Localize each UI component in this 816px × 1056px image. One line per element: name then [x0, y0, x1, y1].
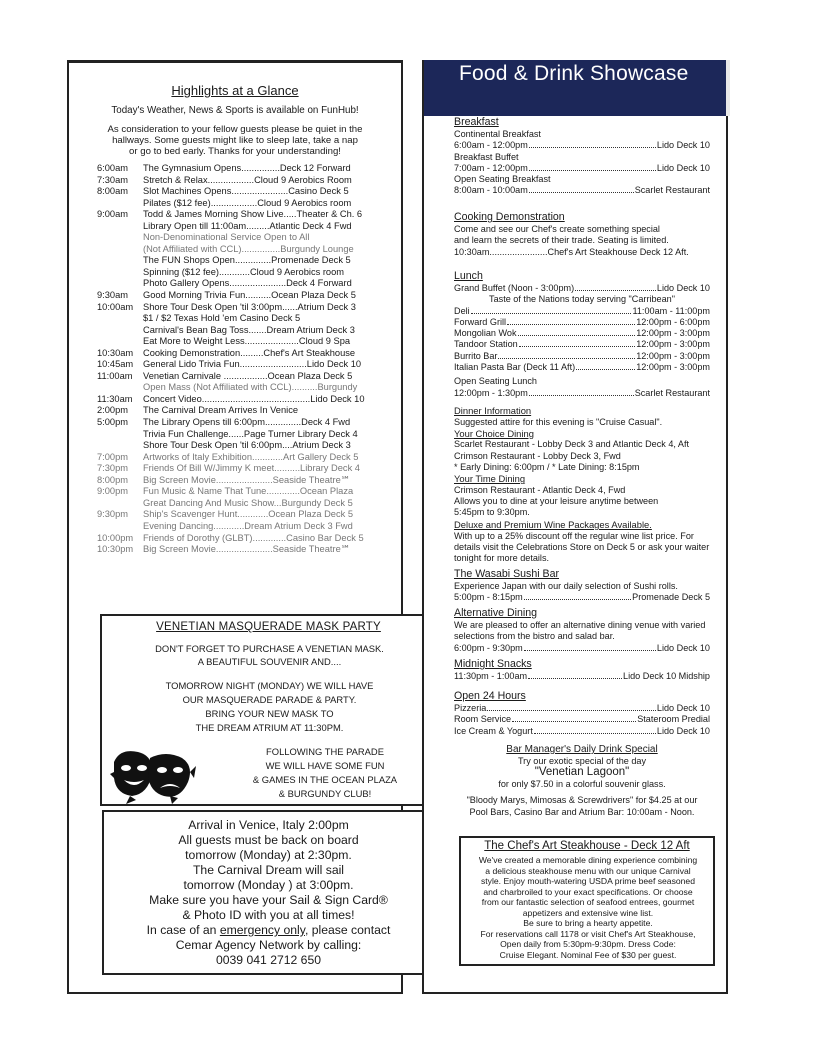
lunch-item-name: Tandoor Station: [454, 339, 518, 350]
schedule-time: [97, 521, 143, 533]
lunch-item-row: [454, 317, 710, 328]
masquerade-line: FOLLOWING THE PARADE: [266, 746, 384, 757]
steakhouse-line: For reservations call 1178 or visit Chef's Art Steakhouse,: [480, 928, 696, 939]
schedule-event: Ship's Scavenger Hunt............Ocean Plaza Deck 5: [143, 509, 354, 520]
cooking-line: Come and see our Chef's create something special: [454, 224, 660, 234]
schedule-row: [97, 394, 373, 406]
arrival-line: All guests must be back on board: [178, 833, 359, 847]
schedule-event: Big Screen Movie......................Seaside Theatre℠: [143, 544, 351, 555]
theater-masks-icon: [110, 744, 196, 804]
schedule-time: 5:00pm: [97, 417, 129, 428]
schedule-time: 10:00am: [97, 301, 134, 312]
agency-line: Cemar Agency Network by calling:: [175, 938, 362, 952]
open-lunch-location: Scarlet Restaurant: [634, 387, 710, 398]
masquerade-line: DON'T FORGET TO PURCHASE A VENETIAN MASK.: [155, 643, 384, 654]
lunch-item-time: 12:00pm - 3:00pm: [636, 350, 710, 361]
wine-heading: Deluxe and Premium Wine Packages Available.: [454, 519, 652, 530]
schedule-event: Big Screen Movie......................Seaside Theatre℠: [143, 474, 351, 485]
schedule-time: [97, 498, 143, 510]
open24-item-row: [454, 714, 710, 725]
alternative-section: [454, 607, 710, 654]
masquerade-line: & BURGUNDY CLUB!: [278, 788, 372, 799]
emergency-emphasis: emergency only: [219, 923, 305, 937]
schedule-row: [97, 336, 373, 348]
lunch-item-name: Burrito Bar: [454, 350, 498, 361]
highlights-title: Highlights at a Glance: [171, 83, 299, 98]
schedule-time: [97, 440, 143, 452]
bar-manager-line: for only $7.50 in a colorful souvenir glass.: [498, 778, 666, 789]
agency-phone: 0039 041 2712 650: [215, 953, 322, 967]
schedule-row: [97, 290, 373, 302]
schedule-event: Slot Machines Opens......................Casino Deck 5: [143, 186, 349, 197]
open24-items: [454, 703, 710, 737]
open24-item-row: [454, 726, 710, 737]
open-lunch-time: 12:00pm - 1:30pm: [454, 387, 528, 398]
schedule-time: 9:00am: [97, 209, 129, 220]
schedule-event: Eat More to Weight Less.....................Cloud 9 Spa: [143, 336, 351, 347]
open-breakfast-row: [454, 185, 710, 196]
schedule-event: Photo Gallery Opens......................Deck 4 Forward: [143, 278, 352, 289]
schedule-event: Spinning ($12 fee)............Cloud 9 Aerobics room: [143, 266, 345, 277]
schedule-time: 6:00am: [97, 163, 129, 173]
schedule-event: Evening Dancing............Dream Atrium Deck 3 Fwd: [143, 520, 353, 531]
bar-manager-heading: Bar Manager's Daily Drink Special: [506, 744, 658, 755]
schedule-row: [97, 221, 373, 233]
lunch-item-time: 12:00pm - 3:00pm: [636, 339, 710, 350]
alternative-line: We are pleased to offer an alternative dining venue with varied: [454, 620, 706, 630]
schedule-event: The Gymnasium Opens...............Deck 12 Forward: [143, 163, 351, 173]
lunch-item-row: [454, 306, 710, 317]
grand-buffet-label: Grand Buffet (Noon - 3:00pm): [454, 283, 575, 293]
open-breakfast-location: Scarlet Restaurant: [634, 185, 710, 196]
schedule-event: Venetian Carnivale .................Ocean Plaza Deck 5: [143, 370, 353, 381]
open24-item-location: Lido Deck 10: [656, 725, 710, 736]
alternative-location: Lido Deck 10: [656, 642, 710, 653]
schedule-row: [97, 533, 373, 545]
bar-manager-line: "Bloody Marys, Mimosas & Screwdrivers" for $4.25 at our: [466, 795, 698, 805]
schedule-row: [97, 255, 373, 267]
steakhouse-line: appetizers and extensive wine list.: [522, 907, 654, 918]
schedule-row: [97, 232, 373, 244]
schedule-event: The FUN Shops Open..............Promenade Deck 5: [143, 255, 351, 266]
buffet-time: 7:00am - 12:00pm: [454, 162, 528, 173]
schedule-time: 10:30pm: [97, 544, 134, 555]
masquerade-box: [100, 614, 437, 806]
wine-line: tonight for more details.: [454, 553, 550, 564]
schedule-event: Carnival's Bean Bag Toss.......Dream Atrium Deck 3: [143, 324, 355, 335]
steakhouse-line: style. Enjoy mouth-watering USDA prime beef seasoned: [481, 876, 695, 886]
lunch-item-time: 12:00pm - 3:00pm: [636, 362, 710, 373]
consideration-line: hallways. Some guests might like to sleep late, take a nap: [112, 135, 358, 146]
schedule-event: $1 / $2 Texas Hold 'em Casino Deck 5: [143, 313, 301, 324]
schedule-time: [97, 255, 143, 267]
open-lunch-label: Open Seating Lunch: [454, 376, 537, 387]
schedule-row: [97, 486, 373, 498]
masquerade-line: TOMORROW NIGHT (MONDAY) WE WILL HAVE: [165, 680, 374, 691]
your-choice-line: Crimson Restaurant - Lobby Deck 3, Fwd: [454, 450, 621, 461]
schedule-row: [97, 452, 373, 464]
open24-item-name: Pizzeria: [454, 703, 487, 713]
arrival-line: tomorrow (Monday) at 2:30pm.: [185, 848, 352, 862]
schedule-event: Friends of Dorothy (GLBT).............Casino Bar Deck 5: [143, 532, 364, 543]
schedule-time: 2:00pm: [97, 405, 129, 416]
drink-special-name: "Venetian Lagoon": [534, 766, 630, 778]
arrival-line: Arrival in Venice, Italy 2:00pm: [188, 818, 349, 832]
schedule-time: [97, 267, 143, 279]
lunch-item-name: Forward Grill: [454, 316, 507, 327]
schedule-event: The Carnival Dream Arrives In Venice: [143, 405, 299, 416]
open24-section: [454, 690, 710, 737]
schedule-row: [97, 267, 373, 279]
sushi-time: 5:00pm - 8:15pm: [454, 592, 523, 603]
open-breakfast-time: 8:00am - 10:00am: [454, 185, 528, 196]
food-drink-banner: [424, 60, 726, 116]
your-choice-line: Scarlet Restaurant - Lobby Deck 3 and Atlantic Deck 4, Aft: [454, 439, 690, 450]
lunch-item-row: [454, 328, 710, 339]
midnight-time: 11:30pm - 1:00am: [454, 671, 528, 681]
schedule-row: [97, 371, 373, 383]
schedule-time: [97, 232, 143, 244]
schedule-row: [97, 198, 373, 210]
schedule-time: 8:00pm: [97, 474, 129, 485]
buffet-location: Lido Deck 10: [656, 162, 710, 173]
alternative-time: 6:00pm - 9:30pm: [454, 642, 523, 653]
schedule-event: Good Morning Trivia Fun..........Ocean Plaza Deck 5: [143, 290, 356, 301]
your-choice-line: * Early Dining: 6:00pm / * Late Dining: 8:15pm: [454, 461, 640, 472]
steakhouse-line: Be sure to bring a hearty appetite.: [523, 918, 653, 928]
arrival-line: Make sure you have your Sail & Sign Card®: [149, 893, 388, 907]
schedule-row: [97, 209, 373, 221]
schedule-event: Pilates ($12 fee)..................Cloud 9 Aerobics room: [143, 197, 352, 208]
alternative-row: [454, 643, 710, 654]
lunch-item-name: Deli: [454, 305, 470, 316]
schedule-event: General Lido Trivia Fun..........................Lido Deck 10: [143, 359, 362, 370]
schedule-time: 9:30pm: [97, 509, 129, 520]
schedule-time: 9:30am: [97, 290, 129, 301]
schedule-event: Shore Tour Desk Open 'til 6:00pm....Atrium Deck 3: [143, 440, 351, 451]
midnight-heading: Midnight Snacks: [454, 658, 532, 670]
cooking-heading: Cooking Demonstration: [454, 211, 565, 223]
lunch-item-name: Italian Pasta Bar (Deck 11 Aft): [454, 362, 576, 373]
schedule-row: [97, 440, 373, 452]
schedule-event: Friends Of Bill W/Jimmy K meet..........Library Deck 4: [143, 463, 360, 474]
midnight-location: Lido Deck 10 Midship: [623, 671, 710, 681]
dinner-section: [454, 405, 710, 519]
cooking-line: and learn the secrets of their trade. Seating is limited.: [454, 235, 669, 246]
steakhouse-line: Open daily from 5:30pm-9:30pm. Dress Code:: [500, 939, 676, 949]
dinner-heading: Dinner Information: [454, 405, 532, 416]
breakfast-heading: Breakfast: [454, 116, 499, 128]
grand-buffet-location: Lido Deck 10: [656, 283, 710, 293]
schedule-time: [97, 244, 143, 256]
schedule-time: [97, 198, 143, 210]
emergency-line: [104, 923, 433, 938]
schedule-time: 11:30am: [97, 393, 133, 404]
schedule-time: 7:30pm: [97, 463, 129, 474]
schedule-event: Trivia Fun Challenge......Page Turner Library Deck 4: [143, 428, 358, 439]
banner-edge-strip: [726, 60, 730, 116]
schedule-time: 9:00pm: [97, 486, 129, 497]
lunch-item-time: 12:00pm - 6:00pm: [636, 316, 710, 327]
schedule-event: (Not Affiliated with CCL)...............Burgundy Lounge: [143, 243, 354, 254]
arrival-line: The Carnival Dream will sail: [192, 863, 345, 877]
schedule-row: [97, 521, 373, 533]
schedule-row: [97, 359, 373, 371]
sushi-heading: The Wasabi Sushi Bar: [454, 568, 560, 580]
open24-item-location: Lido Deck 10: [656, 703, 710, 713]
bar-manager-section: [454, 744, 710, 818]
lunch-section: [454, 270, 710, 399]
your-time-line: 5:45pm to 9:30pm.: [454, 507, 530, 518]
midnight-section: [454, 658, 710, 682]
arrival-line: & Photo ID with you at all times!: [182, 908, 355, 922]
sushi-line: Experience Japan with our daily selection of Sushi rolls.: [454, 581, 678, 591]
lunch-item-time: 11:00am - 11:00pm: [632, 305, 710, 316]
schedule-event: The Library Opens till 6:00pm..............Deck 4 Fwd: [143, 417, 351, 428]
emergency-suffix: , please contact: [304, 923, 391, 937]
schedule-row: [97, 163, 373, 175]
your-choice-heading: Your Choice Dining: [454, 427, 534, 439]
bar-manager-line: Try our exotic special of the day: [517, 755, 647, 766]
open24-heading: Open 24 Hours: [454, 690, 526, 702]
continental-row: [454, 140, 710, 151]
grand-buffet-row: [454, 283, 710, 294]
masquerade-line: WE WILL HAVE SOME FUN: [265, 760, 385, 771]
wine-section: [454, 519, 710, 564]
open-breakfast-label: Open Seating Breakfast: [454, 174, 551, 185]
your-time-line: Crimson Restaurant - Atlantic Deck 4, Fwd: [454, 484, 626, 495]
continental-label: Continental Breakfast: [454, 129, 541, 139]
schedule-event: Stretch & Relax..................Cloud 9 Aerobics Room: [143, 174, 352, 185]
schedule-event: Concert Video..........................................Lido Deck 10: [143, 393, 365, 404]
masquerade-line: & GAMES IN THE OCEAN PLAZA: [252, 774, 398, 785]
your-time-heading: Your Time Dining: [454, 473, 526, 485]
your-time-line: Allows you to dine at your leisure anytime between: [454, 495, 659, 506]
alternative-heading: Alternative Dining: [454, 607, 538, 619]
schedule-time: 10:45am: [97, 359, 134, 370]
sushi-row: [454, 592, 710, 603]
lunch-items: [454, 306, 710, 374]
schedule-row: [97, 509, 373, 521]
steakhouse-body: [465, 855, 711, 960]
steakhouse-line: We've created a memorable dining experience combining: [478, 855, 698, 865]
steakhouse-line: and charbroiled to your exact specifications. Or choose: [483, 886, 693, 897]
open24-item-location: Stateroom Predial: [637, 714, 710, 725]
schedule-time: 8:00am: [97, 186, 129, 197]
schedule-event: Library Open till 11:00am.........Atlantic Deck 4 Fwd: [143, 220, 352, 231]
schedule-row: [97, 325, 373, 337]
breakfast-section: [454, 116, 710, 197]
arrival-line: tomorrow (Monday ) at 3:00pm.: [183, 878, 354, 892]
continental-location: Lido Deck 10: [656, 140, 710, 151]
schedule-row: [97, 278, 373, 290]
open24-item-name: Ice Cream & Yogurt: [454, 725, 533, 736]
cooking-line: 10:30am.......................Chef's Art Steakhouse Deck 12 Aft.: [454, 246, 689, 257]
wine-line: With up to a 25% discount off the regular wine list price. For: [454, 530, 694, 541]
banner-title: Food & Drink Showcase: [459, 62, 689, 85]
daily-schedule: [97, 163, 373, 556]
sushi-location: Promenade Deck 5: [632, 592, 710, 603]
schedule-time: [97, 313, 143, 325]
steakhouse-line: Cruise Elegant. Nominal Fee of $30 per guest.: [499, 949, 677, 960]
schedule-row: [97, 348, 373, 360]
lunch-item-row: [454, 351, 710, 362]
lunch-item-row: [454, 339, 710, 350]
arrival-box: [102, 810, 435, 975]
consideration-line: As consideration to your fellow guests please be quiet in the: [107, 124, 363, 135]
schedule-event: Great Dancing And Music Show...Burgundy Deck 5: [143, 497, 353, 508]
schedule-row: [97, 302, 373, 314]
schedule-time: 10:00pm: [97, 532, 134, 543]
open24-item-name: Room Service: [454, 714, 512, 725]
steakhouse-heading: The Chef's Art Steakhouse - Deck 12 Aft: [484, 840, 690, 852]
sushi-section: [454, 568, 710, 604]
schedule-row: [97, 313, 373, 325]
schedule-time: [97, 221, 143, 233]
schedule-row: [97, 186, 373, 198]
schedule-event: Todd & James Morning Show Live.....Theater & Ch. 6: [143, 209, 363, 220]
schedule-event: Cooking Demonstration.........Chef's Art Steakhouse: [143, 347, 356, 358]
schedule-time: 10:30am: [97, 347, 134, 358]
schedule-time: [97, 336, 143, 348]
schedule-time: 7:00pm: [97, 451, 129, 462]
consideration-line: or go to bed early. Thanks for your understanding!: [129, 146, 341, 157]
bar-manager-line: Pool Bars, Casino Bar and Atrium Bar: 10:00am - Noon.: [469, 806, 695, 817]
schedule-row: [97, 405, 373, 417]
schedule-event: Open Mass (Not Affiliated with CCL)..........Burgundy: [143, 382, 358, 393]
lunch-item-row: [454, 362, 710, 373]
schedule-row: [97, 244, 373, 256]
steakhouse-box: [459, 836, 715, 966]
schedule-time: 7:30am: [97, 174, 129, 185]
schedule-time: [97, 429, 143, 441]
masquerade-line: A BEAUTIFUL SOUVENIR AND....: [197, 656, 342, 667]
lunch-item-name: Mongolian Wok: [454, 328, 517, 339]
schedule-time: [97, 382, 143, 394]
open-lunch-row: [454, 388, 710, 399]
schedule-row: [97, 429, 373, 441]
schedule-row: [97, 498, 373, 510]
dinner-attire: Suggested attire for this evening is "Cruise Casual".: [454, 416, 663, 427]
food-drink-panel: [422, 60, 728, 994]
masquerade-line: THE DREAM ATRIUM AT 11:30PM.: [195, 722, 344, 733]
schedule-row: [97, 475, 373, 487]
schedule-event: Artworks of Italy Exhibition............Art Gallery Deck 5: [143, 451, 359, 462]
schedule-row: [97, 417, 373, 429]
continental-time: 6:00am - 12:00pm: [454, 140, 528, 151]
buffet-row: [454, 163, 710, 174]
funhub-note: Today's Weather, News & Sports is available on FunHub!: [111, 105, 359, 116]
schedule-time: 11:00am: [97, 370, 133, 381]
open24-item-row: [454, 703, 710, 714]
schedule-event: Non-Denominational Service Open to All: [143, 232, 310, 243]
steakhouse-line: a delicious steakhouse menu with our unique Carnival: [485, 865, 691, 876]
schedule-time: [97, 325, 143, 337]
alternative-line: selections from the bistro and salad bar.: [454, 631, 615, 642]
emergency-prefix: In case of an: [146, 923, 220, 937]
masquerade-title: VENETIAN MASQUERADE MASK PARTY: [156, 621, 381, 633]
schedule-event: Fun Music & Name That Tune.............Ocean Plaza: [143, 486, 354, 497]
schedule-row: [97, 544, 373, 556]
masquerade-line: BRING YOUR NEW MASK TO: [205, 708, 334, 719]
wine-line: details visit the Celebrations Store on Deck 5 or ask your waiter: [454, 541, 710, 552]
schedule-row: [97, 463, 373, 475]
cooking-section: [454, 211, 710, 258]
schedule-row: [97, 175, 373, 187]
masquerade-line: OUR MASQUERADE PARADE & PARTY.: [182, 694, 357, 705]
buffet-label: Breakfast Buffet: [454, 151, 519, 162]
lunch-item-time: 12:00pm - 3:00pm: [636, 328, 710, 339]
schedule-event: Shore Tour Desk Open 'til 3:00pm......Atrium Deck 3: [143, 301, 356, 312]
schedule-time: [97, 278, 143, 290]
schedule-row: [97, 382, 373, 394]
nations-line: Taste of the Nations today serving "Carribean": [489, 294, 675, 305]
steakhouse-line: from our fantastic selection of seafood entrees, gourmet: [481, 897, 695, 907]
midnight-row: [454, 671, 710, 682]
lunch-heading: Lunch: [454, 270, 483, 282]
